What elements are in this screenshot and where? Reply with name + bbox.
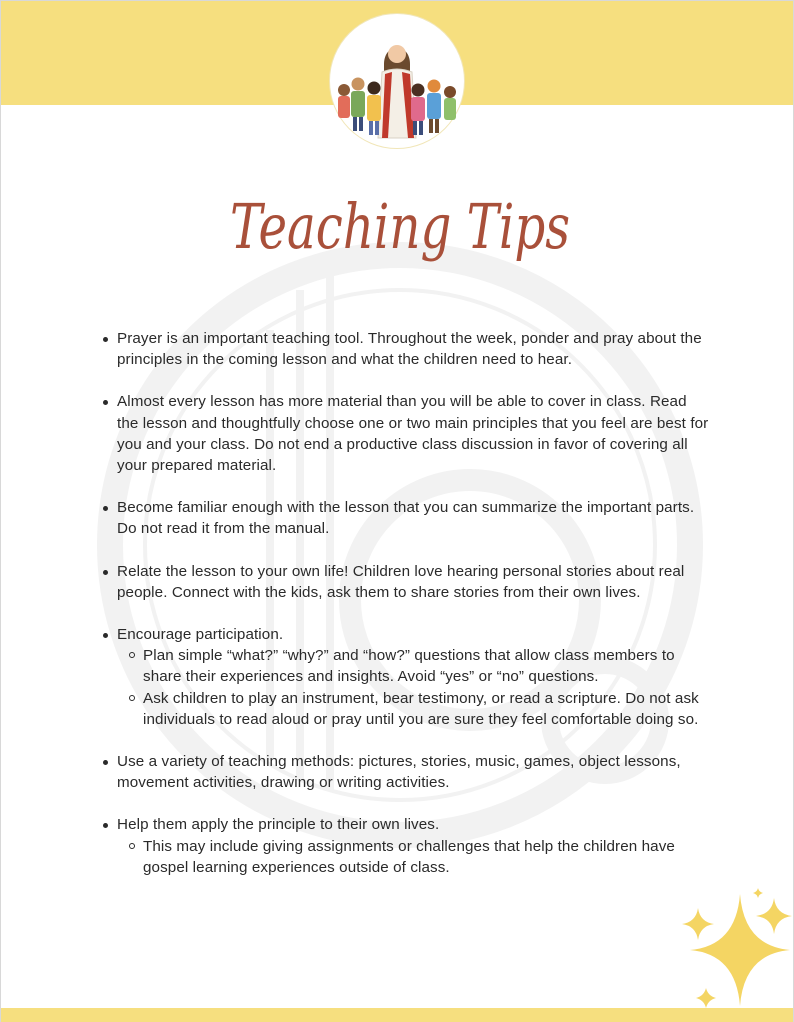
jesus-with-children-icon [330, 14, 464, 148]
list-item [100, 497, 710, 539]
sub-list-item: Ask children to play an instrument, bear testimony, or read a scripture. Do not ask individuals to read aloud or pray until you are sure they feel comfortable doing so. [117, 688, 710, 730]
tips-content [100, 328, 710, 899]
list-item [100, 814, 710, 878]
title-text: Teaching Tips [230, 190, 570, 263]
sub-list [117, 645, 710, 730]
list-item [100, 624, 710, 730]
tip-text: Relate the lesson to your own life! Children love hearing personal stories about real people. Connect with the kids, ask them to share stories from their own lives. [117, 562, 685, 601]
sub-list-item: Plan simple “what?” “why?” and “how?” questions that allow class members to share their experiences and insights. Avoid “yes” or “no” questions. [117, 645, 710, 687]
list-item [100, 561, 710, 603]
page-title [210, 150, 590, 310]
tip-text: Help them apply the principle to their own lives. [117, 816, 440, 834]
tips-list [100, 328, 710, 878]
list-item [100, 391, 710, 476]
tip-text: Almost every lesson has more material than you will be able to cover in class. Read the lesson and thoughtfully choose one or two main principles that you feel are best for you and your class. Do not end a productive class discussion in favor of covering all your prepared material. [117, 393, 709, 475]
sub-list-item: This may include giving assignments or challenges that help the children have gospel learning experiences outside of class. [117, 836, 710, 878]
sparkles-icon [660, 880, 794, 1010]
list-item [100, 328, 710, 370]
emblem [330, 14, 464, 148]
tip-text: Become familiar enough with the lesson that you can summarize the important parts. Do not read it from the manual. [117, 499, 695, 538]
list-item [100, 751, 710, 793]
tip-text: Use a variety of teaching methods: pictures, stories, music, games, object lessons, movement activities, drawing or writing activities. [117, 753, 681, 792]
sub-list [117, 836, 710, 878]
tip-text: Encourage participation. [117, 626, 284, 644]
tip-text: Prayer is an important teaching tool. Throughout the week, ponder and pray about the principles in the coming lesson and what the children need to hear. [117, 330, 702, 369]
